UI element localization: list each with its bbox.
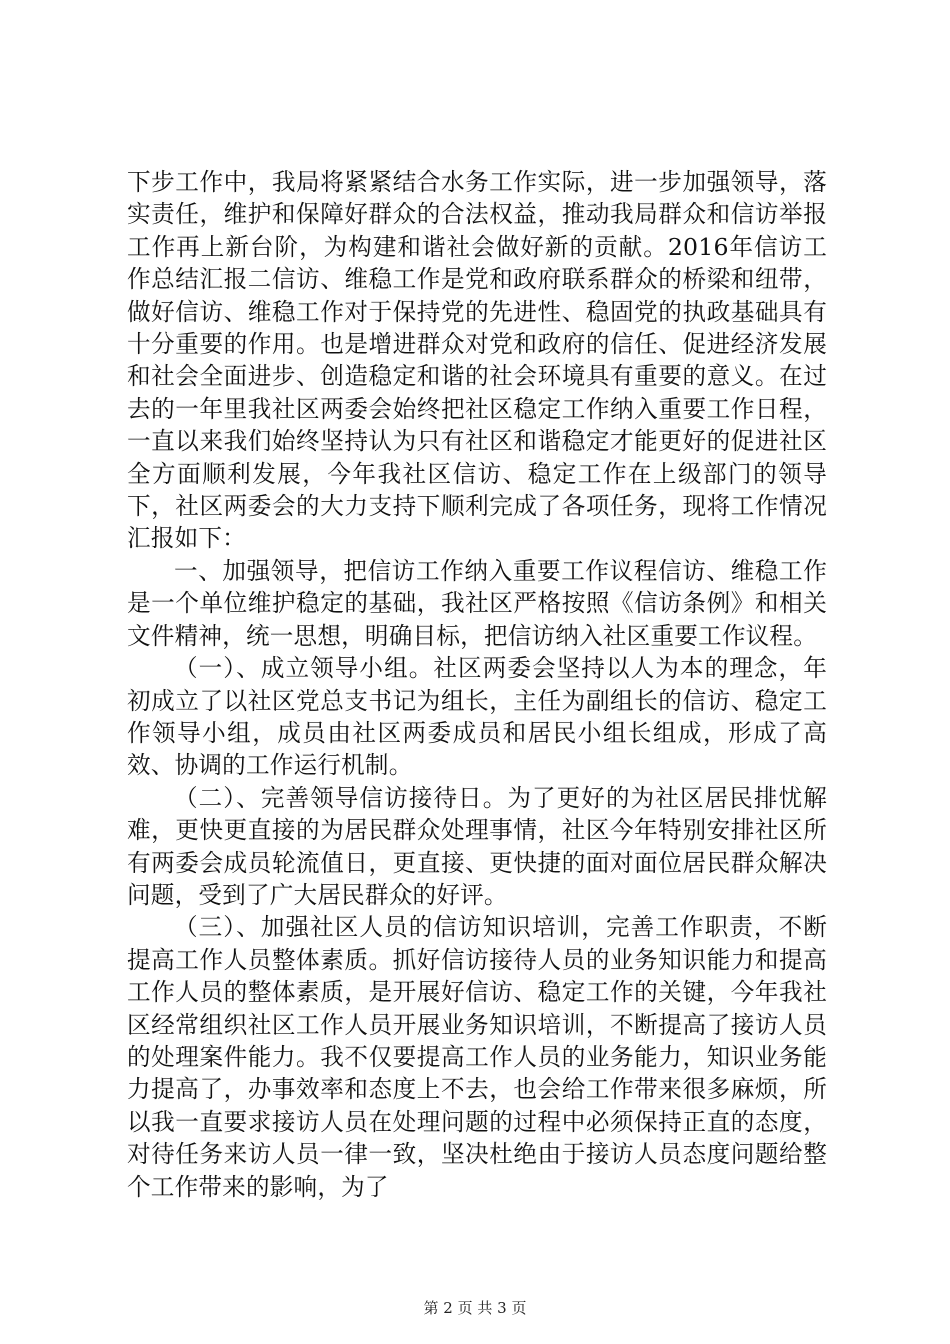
paragraph-item-one: （一）、成立领导小组。社区两委会坚持以人为本的理念，年初成立了以社区党总支书记为组长，主任为副组长的信访、稳定工作领导小组，成员由社区两委成员和居民小组长组成，形成了高效、协调的工作运行机制。 [127,654,827,780]
paragraph-item-two: （二）、完善领导信访接待日。为了更好的为社区居民排忧解难，更快更直接的为居民群众处理事情，社区今年特别安排社区所有两委会成员轮流值日，更直接、更快捷的面对面位居民群众解决问题，受到了广大居民群众的好评。 [127,783,827,909]
page-footer [0,1298,950,1318]
paragraph-intro: 下步工作中，我局将紧紧结合水务工作实际，进一步加强领导，落实责任，维护和保障好群众的合法权益，推动我局群众和信访举报工作再上新台阶，为构建和谐社会做好新的贡献。2016年信访工作总结汇报二信访、维稳工作是党和政府联系群众的桥梁和纽带，做好信访、维稳工作对于保持党的先进性、稳固党的执政基础具有十分重要的作用。也是增进群众对党和政府的信任、促进经济发展和社会全面进步、创造稳定和谐的社会环境具有重要的意义。在过去的一年里我社区两委会始终把社区稳定工作纳入重要工作日程，一直以来我们始终坚持认为只有社区和谐稳定才能更好的促进社区全方面顺利发展，今年我社区信访、稳定工作在上级部门的领导下，社区两委会的大力支持下顺利完成了各项任务，现将工作情况汇报如下： [127,168,827,553]
document-body [127,166,827,1203]
page-number-label: 第 2 页 共 3 页 [423,1299,527,1317]
paragraph-item-three: （三）、加强社区人员的信访知识培训，完善工作职责，不断提高工作人员整体素质。抓好信访接待人员的业务知识能力和提高工作人员的整体素质，是开展好信访、稳定工作的关键，今年我社区经常组织社区工作人员开展业务知识培训，不断提高了接访人员的处理案件能力。我不仅要提高工作人员的业务能力，知识业务能力提高了，办事效率和态度上不去，也会给工作带来很多麻烦，所以我一直要求接访人员在处理问题的过程中必须保持正直的态度，对待任务来访人员一律一致，坚决杜绝由于接访人员态度问题给整个工作带来的影响，为了 [127,913,827,1201]
paragraph-section-one: 一、加强领导，把信访工作纳入重要工作议程信访、维稳工作是一个单位维护稳定的基础，我社区严格按照《信访条例》和相关文件精神，统一思想，明确目标，把信访纳入社区重要工作议程。 [127,556,827,650]
